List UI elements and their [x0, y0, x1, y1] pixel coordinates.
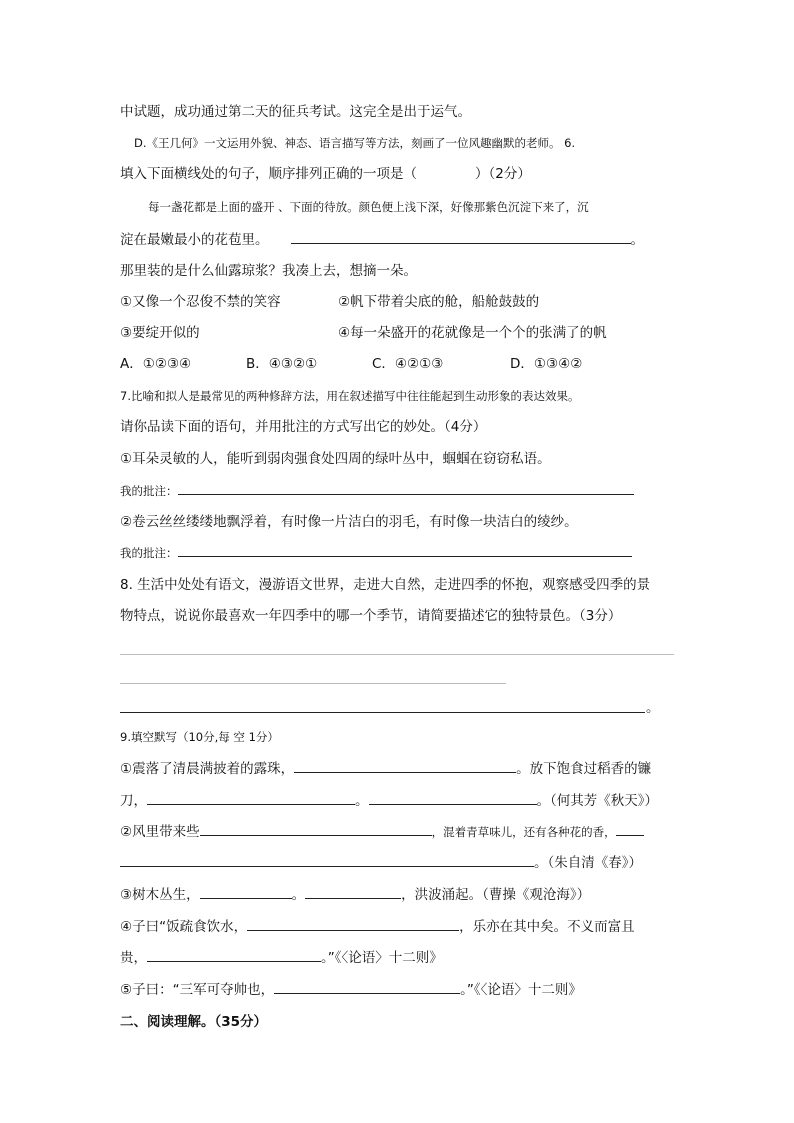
q9-text: 。放下饱食过稻香的镰	[516, 761, 652, 777]
fill-blank[interactable]	[147, 792, 355, 805]
q6-period: 。	[630, 232, 644, 248]
q9-text: ，混着青草味儿，还有各种花的香，	[431, 825, 616, 839]
q6-sentence-row-2	[120, 324, 607, 342]
fill-blank[interactable]	[369, 792, 537, 805]
choice-d[interactable]: D．①③④②	[510, 356, 583, 372]
note-2-blank[interactable]	[178, 544, 632, 557]
q9-item-2-line-1	[120, 823, 644, 841]
option-d-line: D.《王几何》一文运用外貌、神态、语言描写等方法，刻画了一位风趣幽默的老师。 6.	[134, 136, 576, 150]
q9-text: ，洪波涌起。（曹操《观沧海》）	[401, 887, 591, 903]
note-1-blank[interactable]	[178, 482, 634, 495]
fill-blank[interactable]	[291, 231, 631, 244]
sentence-4: ④每一朵盛开的花就像是一个个的张满了的帆	[338, 325, 607, 341]
q9-text: ④子曰“饭疏食饮水，	[120, 919, 248, 935]
fill-blank[interactable]	[305, 886, 401, 899]
q9-item-5	[120, 981, 582, 999]
text-line: 中试题，成功通过第二天的征兵考试。这完全是出于运气。	[120, 104, 471, 120]
q6-sentence-row-1	[120, 293, 539, 311]
q9-text: 。（朱自清《春》）	[534, 855, 642, 871]
q9-item-2-line-2	[120, 854, 642, 872]
q9-item-1-line-2	[120, 792, 658, 810]
note-label: 我的批注：	[120, 546, 178, 560]
choice-c[interactable]: C．④②①③	[372, 356, 444, 372]
choice-a[interactable]: A．①②③④	[120, 356, 192, 372]
note-label: 我的批注：	[120, 484, 178, 498]
answer-line-3[interactable]	[120, 712, 645, 713]
q6-passage-text: 淀在最嫩最小的花苞里。	[120, 232, 269, 248]
fill-blank[interactable]	[200, 823, 432, 836]
question-6-stem	[120, 165, 531, 183]
sentence-1: ①又像一个忍俊不禁的笑容	[120, 294, 281, 310]
q7-note-1-row	[120, 482, 634, 500]
q9-text: 。（何其芳《秋天》）	[536, 793, 658, 809]
q9-item-3	[120, 886, 590, 904]
sentence-2: ②帆下带着尖底的舱，船舱鼓鼓的	[338, 294, 540, 310]
q9-text: 。	[355, 793, 369, 809]
q7-sentence-2: ②卷云丝丝缕缕地飘浮着，有时像一片洁白的羽毛，有时像一块洁白的绫纱。	[120, 514, 578, 530]
q9-text: 。”《〈论语〉十二则》	[460, 982, 582, 998]
q9-text: 。	[291, 887, 306, 903]
question-7-instruction: 请你品读下面的语句，并用批注的方式写出它的妙处。（4分）	[120, 419, 487, 435]
q9-text: 。”《〈论语〉十二则》	[321, 950, 443, 966]
q9-text: ①震落了清晨满披着的露珠，	[120, 761, 295, 777]
q9-item-4-line-1	[120, 918, 635, 936]
q9-text: 刀，	[120, 793, 147, 809]
fill-blank[interactable]	[200, 886, 292, 899]
fill-blank[interactable]	[120, 854, 534, 867]
question-8-line-1: 8. 生活中处处有语文，漫游语文世界，走进大自然，走进四季的怀抱，观察感受四季的景	[120, 577, 651, 593]
fill-blank[interactable]	[247, 918, 459, 931]
answer-line-1[interactable]	[120, 654, 674, 655]
q6-choices	[120, 355, 582, 373]
question-9-title: 9.填空默写（10分,每 空 1分）	[120, 730, 279, 744]
q6-passage-line-2	[120, 231, 644, 249]
question-8-line-2: 物特点，说说你最喜欢一年四季中的哪一个季节，请简要描述它的独特景色。（3分）	[120, 608, 622, 624]
fill-blank[interactable]	[294, 760, 516, 773]
sentence-3: ③要绽开似的	[120, 325, 200, 341]
q9-text: ⑤子曰：“三军可夺帅也，	[120, 982, 275, 998]
q9-item-1-line-1	[120, 760, 651, 778]
q7-note-2-row	[120, 544, 632, 562]
q9-item-4-line-2	[120, 949, 443, 967]
q6-stem-text: 填入下面横线处的句子，顺序排列正确的一项是（	[120, 166, 417, 182]
fill-blank[interactable]	[274, 981, 460, 994]
fill-blank[interactable]	[147, 949, 321, 962]
q7-sentence-1: ①耳朵灵敏的人，能听到弱肉强食处四周的绿叶丛中，蝈蝈在窃窃私语。	[120, 451, 551, 467]
choice-b[interactable]: B．④③②①	[246, 356, 318, 372]
q6-score: ）（2分）	[475, 166, 531, 182]
question-7-stem: 7.比喻和拟人是最常见的两种修辞方法，用在叙述描写中往往能起到生动形象的表达效果。	[120, 389, 580, 403]
fill-blank[interactable]	[616, 823, 644, 836]
section-2-heading: 二、阅读理解。（35分）	[120, 1014, 268, 1030]
answer-line-2[interactable]	[120, 683, 506, 684]
q9-text: ，乐亦在其中矣。不义而富且	[459, 919, 635, 935]
q6-passage-line-3: 那里装的是什么仙露琼浆？我凑上去，想摘一朵。	[120, 263, 417, 279]
q9-text: ③树木丛生，	[120, 887, 200, 903]
q9-text: 贵，	[120, 950, 147, 966]
q8-period: 。	[646, 700, 660, 716]
q9-text: ②风里带来些	[120, 824, 200, 840]
q6-passage-line-1: 每一盏花都是上面的盛开 、下面的待放。颜色便上浅下深，好像那紫色沉淀下来了，沉	[148, 200, 589, 214]
